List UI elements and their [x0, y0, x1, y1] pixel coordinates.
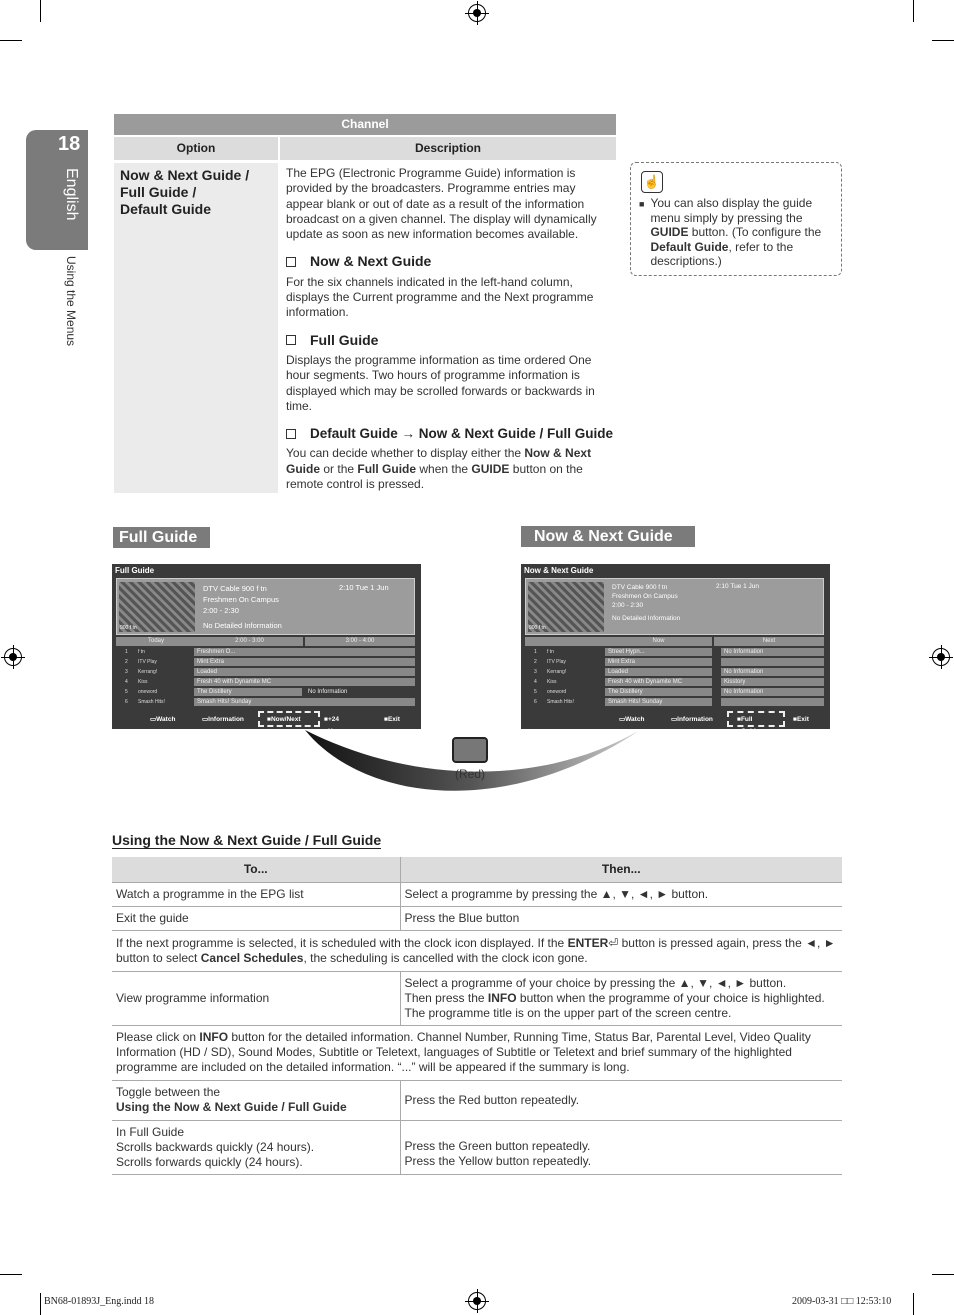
table-note-row: If the next programme is selected, it is scheduled with the clock icon displayed. If the ENTER⏎ button is pressed again, press the ◄, ► button to select Cancel Schedules, the scheduling is cancelled with the clock icon gone.	[112, 930, 842, 971]
table-row: In Full Guide Scrolls backwards quickly (24 hours). Scrolls forwards quickly (24 hours). Press the Green button repeatedly. Press the Yellow button repeatedly.	[112, 1120, 842, 1174]
enter-icon: ⏎	[608, 935, 619, 950]
crop-mark	[0, 40, 22, 41]
guide-footer	[112, 714, 421, 735]
now-next-guide-label: Now & Next Guide	[521, 526, 695, 547]
plus-24-hours-button[interactable]: ■ +24 Hours	[324, 716, 347, 735]
column-now: Now	[605, 637, 712, 646]
exit-button[interactable]: ■ Exit	[384, 716, 400, 723]
description-column-header: Description	[280, 137, 616, 160]
table-row: Exit the guide Press the Blue button	[112, 906, 842, 930]
table-row: Watch a programme in the EPG list Select a programme by pressing the ▲, ▼, ◄, ► button.	[112, 882, 842, 906]
watch-button[interactable]: ▭ Watch	[619, 716, 645, 723]
description-cell	[286, 166, 614, 504]
option-cell: Now & Next Guide / Full Guide / Default Guide	[114, 163, 278, 493]
checkbox-icon	[286, 429, 296, 439]
channel-thumbnail: 900 f tn	[119, 582, 195, 632]
note-text: ■ You can also display the guide menu simply by pressing the GUIDE button. (To configure the Default Guide, refer to the descriptions.)	[639, 196, 822, 269]
guide-row: 6 Smash Hits! Smash Hits! Sunday	[521, 698, 830, 707]
epg-intro: The EPG (Electronic Programme Guide) information is provided by the broadcasters. Programme entries may appear blank or out of date as a result of the information broadcast on a given channel. The display will dynamically update as soon as new information becomes available.	[286, 166, 597, 242]
screen-title: Full Guide	[115, 566, 155, 575]
full-guide-label: Full Guide	[113, 527, 210, 548]
information-button[interactable]: ▭ Information	[671, 716, 713, 723]
crop-mark	[40, 0, 41, 22]
guide-row: 3 Kerrang! Loaded	[112, 668, 421, 677]
default-guide-heading: Default Guide → Now & Next Guide / Full Guide	[286, 426, 614, 441]
crop-mark	[40, 1293, 41, 1315]
usage-heading: Using the Now & Next Guide / Full Guide	[112, 832, 382, 848]
crop-mark	[932, 40, 954, 41]
now-next-screen	[521, 564, 830, 735]
channel-table-title: Channel	[114, 114, 616, 135]
footer-timestamp: 2009-03-31 □□ 12:53:10	[792, 1296, 892, 1307]
crop-mark	[913, 1293, 914, 1315]
language-label: English	[63, 168, 80, 221]
guide-row: 2 ITV Play Mint Extra	[112, 658, 421, 667]
guide-row: 5 oneword The Distillery No Information	[521, 688, 830, 697]
registration-mark-icon	[4, 648, 22, 666]
guide-row: 1 f tn Freshmen O...	[112, 648, 421, 657]
footer-filename: BN68-01893J_Eng.indd 18	[44, 1296, 154, 1307]
now-next-heading: Now & Next Guide	[286, 254, 614, 269]
guide-footer	[521, 714, 830, 735]
guide-row: 4 Kiss Fresh 40 with Dynamite MC Kisstory	[521, 678, 830, 687]
default-guide-text: You can decide whether to display either the Now & Next Guide or the Full Guide when the GUIDE button on the remote control is pressed.	[286, 446, 592, 492]
registration-mark-icon	[468, 4, 486, 22]
option-column-header: Option	[114, 137, 278, 160]
crop-mark	[932, 1274, 954, 1275]
now-next-toggle-button[interactable]: ■ Now/Next	[267, 716, 301, 723]
page-number: 18	[58, 133, 81, 155]
registration-mark-icon	[468, 1292, 486, 1310]
usage-table	[112, 857, 842, 1175]
programme-info-panel: 900 f tn DTV Cable 900 f tn Freshmen On Campus 2:00 - 2:30 No Detailed Information 2:10 Tue 1 Jun	[116, 578, 415, 635]
table-row: View programme information Select a programme of your choice by pressing the ▲, ▼, ◄, ► button. Then press the INFO button when the programme of your choice is highlighted. The programme title is on the upper part of the screen centre.	[112, 971, 842, 1025]
crop-mark	[913, 0, 914, 22]
programme-info-panel: 900 f tn DTV Cable 900 f tn Freshmen On Campus 2:00 - 2:30 No Detailed Information 2:10 Tue 1 Jun	[525, 578, 824, 635]
guide-row: 4 Kiss Fresh 40 with Dynamite MC	[112, 678, 421, 687]
now-next-text: For the six channels indicated in the left-hand column, displays the Current programme and the Next programme information.	[286, 274, 594, 320]
column-next: Next	[714, 637, 824, 646]
table-row: Toggle between the Using the Now & Next Guide / Full Guide Press the Red button repeatedly.	[112, 1080, 842, 1120]
note-box	[630, 162, 842, 276]
red-button-label: (Red)	[455, 767, 486, 781]
column-blank	[525, 637, 605, 646]
guide-row: 5 oneword The Distillery No Information	[112, 688, 421, 697]
column-slot-a: 2:00 - 3:00	[196, 637, 303, 646]
full-guide-heading: Full Guide	[286, 333, 614, 348]
guide-row: 1 f tn Street Hypn... No Information	[521, 648, 830, 657]
checkbox-icon	[286, 335, 296, 345]
full-guide-text: Displays the programme information as time ordered One hour segments. Two hours of programme information is displayed which may be scrolled forwards or backwards in time.	[286, 352, 595, 413]
crop-mark	[0, 1274, 22, 1275]
column-slot-b: 3:00 - 4:00	[305, 637, 415, 646]
red-button-icon	[452, 737, 488, 763]
guide-row: 6 Smash Hits! Smash Hits! Sunday	[112, 698, 421, 707]
watch-button[interactable]: ▭ Watch	[150, 716, 176, 723]
guide-row: 2 ITV Play Mint Extra	[521, 658, 830, 667]
checkbox-icon	[286, 257, 296, 267]
to-column-header: To...	[112, 857, 400, 882]
column-today: Today	[116, 637, 196, 646]
guide-row: 3 Kerrang! Loaded No Information	[521, 668, 830, 677]
exit-button[interactable]: ■ Exit	[793, 716, 809, 723]
then-column-header: Then...	[400, 857, 842, 882]
hand-pointer-icon: ☝	[641, 171, 663, 193]
registration-mark-icon	[932, 648, 950, 666]
table-note-row: Please click on INFO button for the detailed information. Channel Number, Running Time, Status Bar, Parental Level, Video Quality Information (HD / SD), Sound Modes, Subtitle or Teletext, languages of Subtitle or Teletext and brief summary of the highlighted programme are included on the detailed information. “...” will be appeared if the summary is long.	[112, 1025, 842, 1080]
screen-title: Now & Next Guide	[524, 566, 594, 575]
full-guide-toggle-button[interactable]: ■ Full Guide	[737, 716, 760, 735]
full-guide-screen	[112, 564, 421, 735]
information-button[interactable]: ▭ Information	[202, 716, 244, 723]
channel-thumbnail: 900 f tn	[528, 582, 604, 632]
